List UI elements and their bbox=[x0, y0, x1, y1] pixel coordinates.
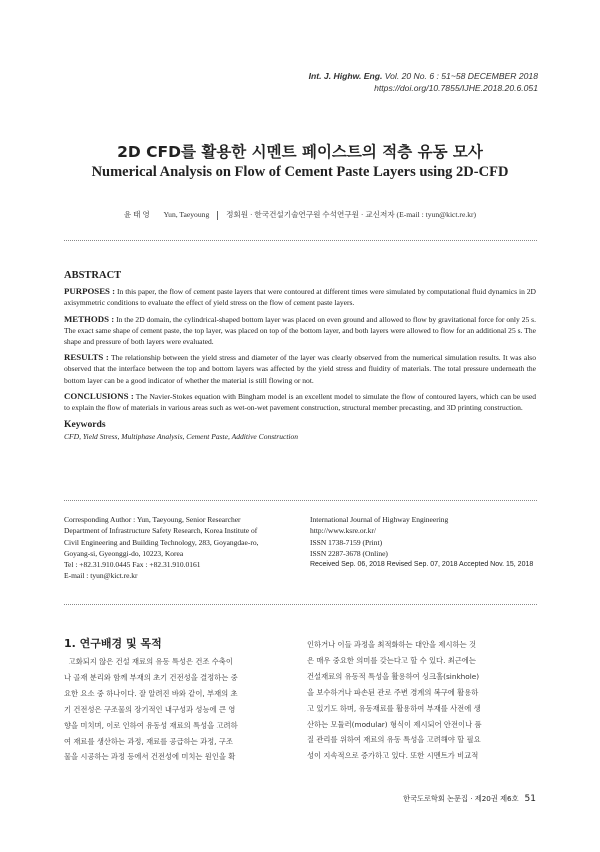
body-column-left bbox=[64, 654, 294, 765]
abstract-section bbox=[64, 270, 536, 443]
body-line: 산하는 모듈러(modular) 형식이 제시되어 안전이나 품 bbox=[307, 719, 482, 729]
body-line: 여 재료를 생산하는 과정, 재료를 공급하는 과정, 구조 bbox=[64, 736, 233, 746]
body-column-right bbox=[307, 637, 537, 764]
divider-top bbox=[64, 240, 537, 241]
issn-online: ISSN 2287-3678 (Online) bbox=[310, 548, 388, 558]
keywords-list: CFD, Yield Stress, Multiphase Analysis, Cement Paste, Additive Construction bbox=[64, 432, 299, 442]
corr-line: Tel : +82.31.910.0445 Fax : +82.31.910.0161 bbox=[64, 560, 201, 570]
purposes-text: In this paper, the flow of cement paste layers that were contoured at different times were simulated by computational fluid dynamics in 2D axisymmetric conditions to evaluate the effect of yield stress on the flow of cement paste layers. bbox=[64, 287, 536, 308]
body-line: 나 골재 분리와 함께 부재의 초기 건전성을 결정하는 중 bbox=[64, 672, 238, 682]
corresponding-author-block bbox=[64, 514, 258, 582]
abstract-heading: ABSTRACT bbox=[64, 270, 122, 281]
abstract-purposes bbox=[64, 286, 536, 308]
author-name-en: Yun, Taeyoung bbox=[163, 210, 210, 219]
journal-abbrev: Int. J. Highw. Eng. bbox=[308, 71, 383, 81]
body-line: 물을 시공하는 과정 등에서 건전성에 미치는 원인을 확 bbox=[64, 752, 236, 762]
corr-line: Corresponding Author : Yun, Taeyoung, Senior Researcher bbox=[64, 515, 241, 524]
abstract-results bbox=[64, 352, 536, 386]
body-line: 향을 미치며, 이로 인하여 유동성 재료의 특성을 고려하 bbox=[64, 720, 238, 730]
corr-line: Goyang-si, Gyeonggi-do, 10223, Korea bbox=[64, 548, 184, 558]
corr-line: Civil Engineering and Building Technology, 283, Goyangdae-ro, bbox=[64, 537, 259, 547]
body-line: 고화되지 않은 건설 재료의 유동 특성은 건조 수축이 bbox=[64, 657, 233, 666]
body-line: 요한 요소 중 하나이다. 잘 알려진 바와 같이, 부재의 초 bbox=[64, 688, 238, 698]
conclusions-label: CONCLUSIONS : bbox=[64, 390, 134, 401]
keywords-heading: Keywords bbox=[64, 419, 106, 431]
body-line: 질 관리를 위하여 재료의 유동 특성을 고려해야 할 필요 bbox=[307, 735, 481, 745]
body-line: 인하거나 이들 과정을 최적화하는 대안을 제시하는 것 bbox=[307, 640, 476, 649]
title-english: Numerical Analysis on Flow of Cement Paste Layers using 2D-CFD bbox=[91, 164, 509, 180]
doi-link[interactable]: https://doi.org/10.7855/IJHE.2018.20.6.051 bbox=[374, 83, 538, 93]
page-footer bbox=[403, 794, 536, 804]
author-affiliation: 정회원 · 한국건설기술연구원 수석연구원 · 교신저자 (E-mail : tyun@kict.re.kr) bbox=[226, 210, 477, 219]
results-label: RESULTS : bbox=[64, 352, 109, 363]
body-line: 성이 지속적으로 증가하고 있다. 또한 시멘트가 비교적 bbox=[307, 751, 479, 761]
corr-line: Department of Infrastructure Safety Research, Korea Institute of bbox=[64, 526, 258, 536]
body-line: 기 건전성은 구조물의 장기적인 내구성과 성능에 큰 영 bbox=[64, 704, 236, 714]
section-heading: 1. 연구배경 및 목적 bbox=[64, 637, 162, 650]
divider-middle bbox=[64, 500, 537, 501]
journal-header bbox=[309, 70, 538, 94]
conclusions-text: The Navier-Stokes equation with Bingham model is an excellent model to simulate the flow of contoured layers, which can be used to explain the flow of materials in various areas such as wet-on-wet pavement construction, structural member precasting, and 3D printing construction. bbox=[64, 391, 537, 413]
footer-journal: 한국도로학회 논문집 · 제20권 제6호 bbox=[403, 794, 519, 803]
body-line: 고 있기도 하며, 유동재료를 활용하여 부재를 사전에 생 bbox=[307, 703, 481, 713]
volume-info: Vol. 20 No. 6 : 51~58 DECEMBER 2018 bbox=[384, 71, 538, 81]
methods-label: METHODS : bbox=[64, 313, 115, 324]
abstract-methods bbox=[64, 314, 536, 348]
journal-name: International Journal of Highway Engineering bbox=[310, 515, 449, 524]
title-korean: 2D CFD를 활용한 시멘트 페이스트의 적층 유동 모사 bbox=[117, 143, 483, 161]
body-line: 건설재료의 유동적 특성을 활용하여 싱크홀(sinkhole) bbox=[307, 671, 480, 681]
body-line: 을 보수하거나 파손된 관로 주변 경계의 복구에 활용하 bbox=[307, 687, 479, 697]
issn-print: ISSN 1738-7159 (Print) bbox=[310, 537, 383, 547]
abstract-conclusions bbox=[64, 391, 536, 413]
body-line: 은 매우 중요한 의미를 갖는다고 할 수 있다. 최근에는 bbox=[307, 655, 476, 665]
purposes-label: PURPOSES : bbox=[64, 286, 116, 297]
received-dates: Received Sep. 06, 2018 Revised Sep. 07, 2018 Accepted Nov. 15, 2018 bbox=[310, 561, 534, 569]
results-text: The relationship between the yield stress and diameter of the layer was clearly observed from the numerical simulation results. It was also observed that the interface between the top and bottom layers was affected by the yield stress and fluidity of materials. The total pressure underneath the bottom layer can be a good indicator of whether the material is still flowing or not. bbox=[64, 353, 537, 385]
page-number: 51 bbox=[524, 794, 536, 804]
divider-bottom bbox=[64, 604, 537, 605]
author-line bbox=[0, 209, 600, 220]
author-name-ko: 윤 태 영 bbox=[123, 210, 150, 219]
corr-email: E-mail : tyun@kict.re.kr bbox=[64, 571, 138, 581]
author-separator bbox=[217, 211, 218, 220]
journal-url[interactable]: http://www.ksre.or.kr/ bbox=[310, 526, 376, 536]
methods-text: In the 2D domain, the cylindrical-shaped bottom layer was placed on even ground and allowed to flow by gravitational force for only 25 s. The exact same shape of cement paste, the top layer, was placed on top of the bottom layer, and both layers were allowed to flow for an additional 25 s. The shape and pressure of both layers were evaluated. bbox=[64, 314, 536, 347]
journal-info-block bbox=[310, 514, 533, 570]
